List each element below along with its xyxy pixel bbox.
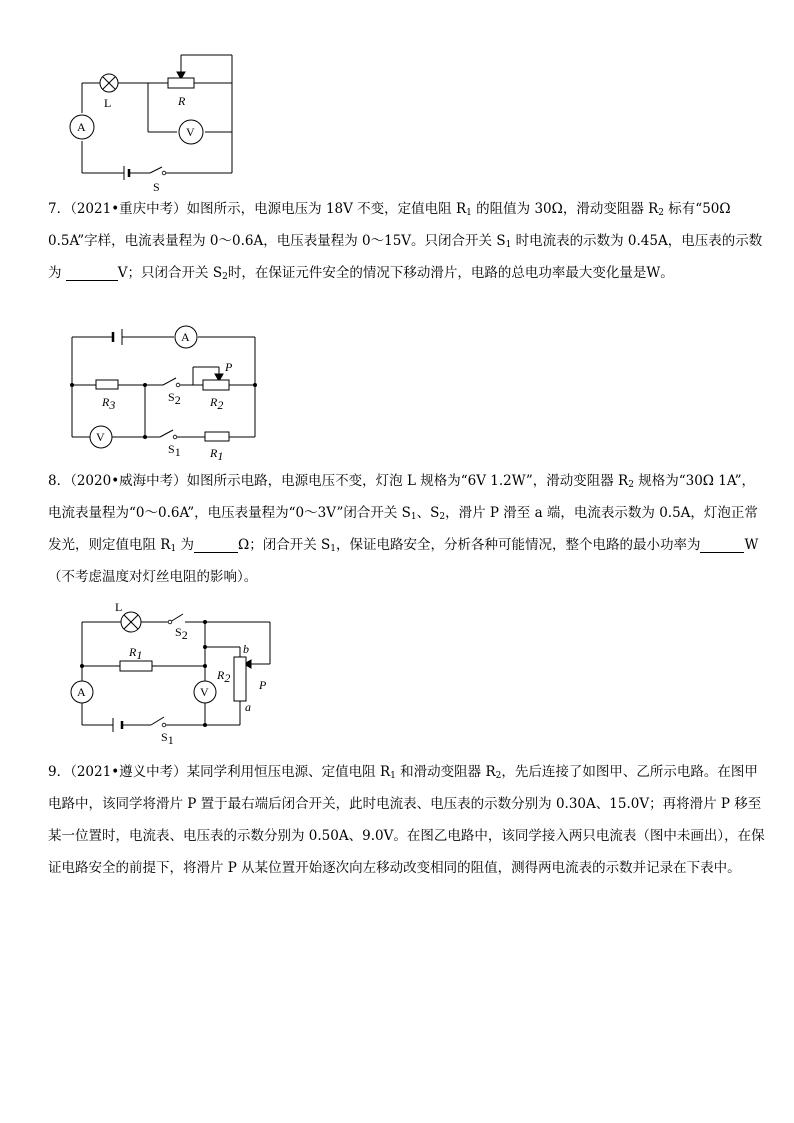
switch-symbol (150, 167, 166, 175)
q8-text-1: 8．（2020•威海中考）如图所示电路，电源电压不变，灯泡 L 规格为“6V 1.2W”，滑动变阻器 R (48, 473, 629, 489)
ammeter-label: A (77, 685, 86, 699)
switch-s1-symbol (151, 717, 166, 727)
rheostat-symbol (168, 78, 194, 88)
resistor-r1-symbol (205, 432, 229, 441)
answer-blank-q8-2[interactable] (700, 536, 744, 553)
q7-sub-1: 1 (466, 208, 472, 218)
switch-s2-symbol (163, 378, 180, 387)
q8-sub-4: 1 (170, 544, 177, 554)
rheostat-label: R (178, 94, 186, 108)
question-8 (48, 465, 768, 593)
q8-text-4: ，滑片 P 滑至 a 端，电流表示数为 0.5A，灯泡正常发光，则定值电阻 R (48, 505, 758, 553)
lamp-symbol (100, 74, 118, 92)
q7-text-2: 的阻值为 30Ω，滑动变阻器 R (471, 201, 659, 217)
q7-sub-5: 2 (222, 272, 228, 282)
r1-label: R1 (129, 645, 143, 662)
circuit-diagram-q8 (65, 597, 285, 747)
r2-label: R2 (217, 668, 231, 685)
resistor-r1-symbol (120, 661, 152, 671)
q8-sub-3: 2 (439, 512, 446, 522)
ammeter-label: A (181, 330, 190, 344)
q8-text-8: W（不考虑温度对灯丝电阻的影响）。 (48, 537, 759, 585)
switch-label: S (153, 180, 160, 194)
end-b-label: b (243, 642, 249, 656)
q8-sub-2: 1 (410, 512, 417, 522)
q7-text-6: 时，在保证元件安全的情况下移动滑片，电路的总电功率最大变化量是 (227, 265, 647, 281)
q9-text-2: 和滑动变阻器 R (395, 764, 496, 780)
q7-text-4: 时电流表的示数为 0.45A，电压表的示数为 (48, 233, 763, 281)
q9-text-3: ，先后连接了如图甲、乙所示电路。在图甲电路中，该同学将滑片 P 置于最右端后闭合开关，此时电流表、电压表的示数分别为 0.30A、15.0V；再将滑片 P 移至某一位置时，电流表、电压表的示数分别为 0.50A、9.0V。在图乙电路中，该同学接入两只电流表（图中未画出），在保证电路安全的前提下，将滑片 P 从某位置开始逐次向左移动改变相同的阻值，测得两电流表的示数并记录在下表中。 (48, 764, 765, 876)
slider-label: P (259, 678, 267, 692)
battery-symbol (124, 166, 150, 180)
s1-label: S1 (168, 442, 181, 459)
q7-text-5: V；只闭合开关 S (117, 265, 223, 281)
rheostat-r2-symbol (234, 657, 246, 701)
s2-label: S2 (168, 390, 181, 407)
question-7 (48, 193, 768, 289)
lamp-label: L (115, 600, 123, 614)
circuit-diagram-q7 (60, 323, 270, 463)
lamp-label: L (104, 96, 112, 110)
r2-label: R2 (210, 395, 224, 412)
rheostat-r2-symbol (203, 380, 229, 390)
q8-sub-1: 2 (628, 480, 634, 490)
q9-text-1: 9．（2021•遵义中考）某同学利用恒压电源、定值电阻 R (48, 764, 391, 780)
q7-text-1: 7．（2021•重庆中考）如图所示，电源电压为 18V 不变，定值电阻 R (48, 201, 467, 217)
q7-text-3: 标有“50Ω 0.5A”字样，电流表量程为 0～0.6A，电压表量程为 0～15V。只闭合开关 S (48, 201, 731, 249)
voltmeter-label: V (186, 125, 195, 139)
ammeter-label: A (77, 120, 86, 134)
q8-text-2: 规格为“30Ω 1A”，电流表量程为“0～0.6A”，电压表量程为“0～3V”闭合开关 S (48, 473, 756, 521)
battery-symbol (113, 718, 122, 732)
q7-sub-2: 2 (658, 208, 665, 218)
voltmeter-label: V (96, 430, 105, 444)
voltmeter-label: V (200, 685, 209, 699)
r3-label: R3 (102, 395, 116, 412)
q7-text-7: W。 (646, 265, 674, 281)
r1-label: R1 (210, 446, 224, 463)
q8-text-3: 、S (416, 505, 440, 521)
resistor-r3-symbol (96, 380, 118, 389)
q7-sub-3: 1 (505, 240, 512, 250)
q9-sub-2: 2 (495, 771, 502, 781)
question-9 (48, 756, 768, 884)
q8-text-5: 为 (176, 537, 194, 553)
q8-text-6: Ω；闭合开关 S (238, 537, 331, 553)
lamp-symbol (121, 612, 141, 632)
answer-blank-q8-1[interactable] (194, 536, 238, 553)
q9-sub-1: 1 (390, 771, 396, 781)
circuit-diagram-q6 (60, 45, 250, 195)
s2-label: S2 (175, 625, 188, 642)
switch-s2-symbol (168, 614, 183, 624)
q8-text-7: ，保证电路安全，分析各种可能情况，整个电路的最小功率为 (335, 537, 701, 553)
q8-sub-6: 1 (330, 544, 336, 554)
answer-blank-q7-1[interactable] (66, 264, 118, 281)
switch-s1-symbol (160, 430, 177, 439)
battery-symbol (113, 329, 122, 345)
slider-label: P (225, 360, 233, 374)
end-a-label: a (245, 700, 251, 714)
s1-label: S1 (161, 730, 174, 747)
